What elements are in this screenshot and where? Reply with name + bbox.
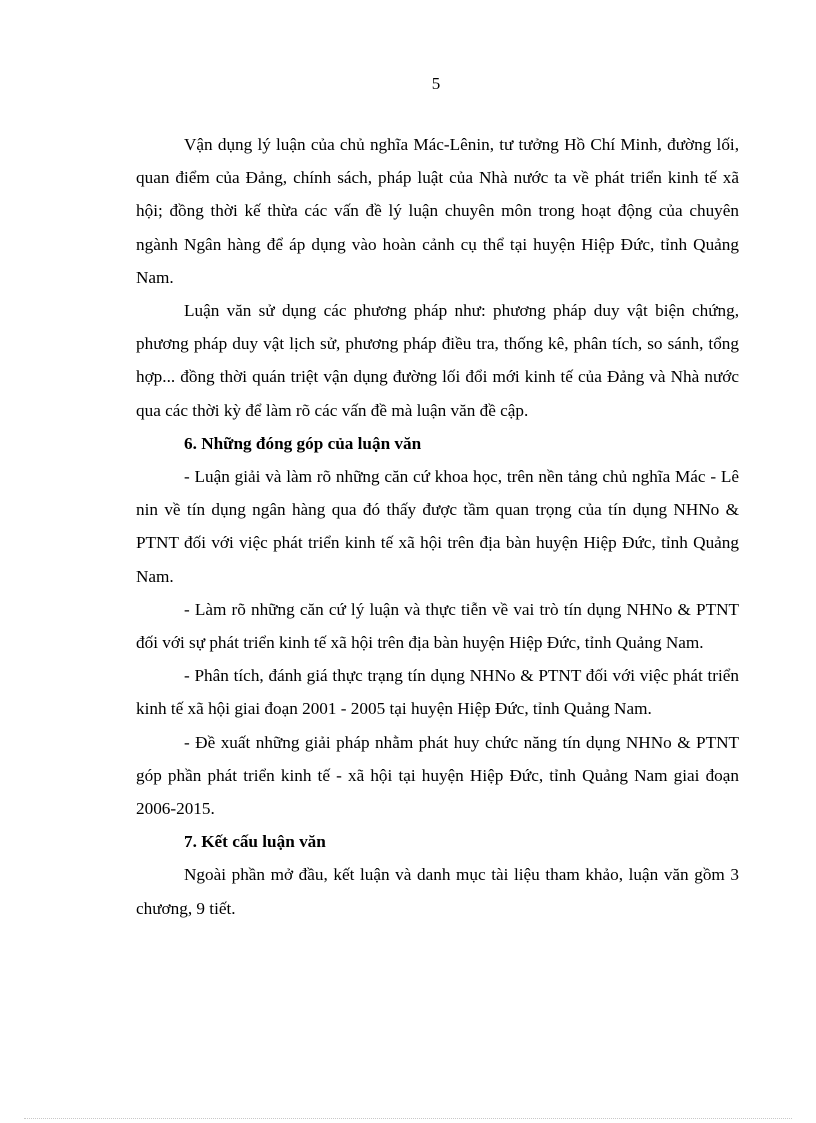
- paragraph-theoretical-basis: Vận dụng lý luận của chủ nghĩa Mác-Lênin, tư tưởng Hồ Chí Minh, đường lối, quan điểm của Đảng, chính sách, pháp luật của Nhà nước ta về phát triển kinh tế xã hội; đồng thời kế thừa các vấn đề lý luận chuyên môn trong hoạt động của chuyên ngành Ngân hàng để áp dụng vào hoàn cảnh cụ thể tại huyện Hiệp Đức, tỉnh Quảng Nam.: [136, 135, 739, 287]
- contribution-item: - Phân tích, đánh giá thực trạng tín dụng NHNo & PTNT đối với việc phát triển kinh tế xã hội giai đoạn 2001 - 2005 tại huyện Hiệp Đức, tỉnh Quảng Nam.: [136, 666, 739, 719]
- contribution-item: - Làm rõ những căn cứ lý luận và thực tiễn về vai trò tín dụng NHNo & PTNT đối với sự phát triển kinh tế xã hội trên địa bàn huyện Hiệp Đức, tỉnh Quảng Nam.: [136, 599, 739, 653]
- section-heading-contributions: 6. Những đóng góp của luận văn: [184, 433, 422, 453]
- contribution-item: - Đề xuất những giải pháp nhằm phát huy chức năng tín dụng NHNo & PTNT góp phần phát triển kinh tế - xã hội tại huyện Hiệp Đức, tỉnh Quảng Nam giai đoạn 2006-2015.: [136, 732, 739, 819]
- paragraph-structure: Ngoài phần mở đầu, kết luận và danh mục tài liệu tham khảo, luận văn gồm 3 chương, 9 tiết.: [136, 865, 739, 918]
- paragraph-research-methods: Luận văn sử dụng các phương pháp như: phương pháp duy vật biện chứng, phương pháp duy vật lịch sử, phương pháp điều tra, thống kê, phân tích, so sánh, tổng hợp... đồng thời quán triệt vận dụng đường lối đổi mới kinh tế của Đảng và Nhà nước qua các thời kỳ để làm rõ các vấn đề mà luận văn đề cập.: [136, 301, 739, 420]
- page-number: 5: [431, 74, 441, 93]
- document-body: [136, 128, 739, 925]
- page-bottom-divider: [24, 1118, 792, 1119]
- contribution-item: - Luận giải và làm rõ những căn cứ khoa học, trên nền tảng chủ nghĩa Mác - Lê nin về tín dụng ngân hàng qua đó thấy được tầm quan trọng của tín dụng NHNo & PTNT đối với việc phát triển kinh tế xã hội trên địa bàn huyện Hiệp Đức, tỉnh Quảng Nam.: [136, 467, 739, 586]
- section-heading-structure: 7. Kết cấu luận văn: [184, 832, 326, 852]
